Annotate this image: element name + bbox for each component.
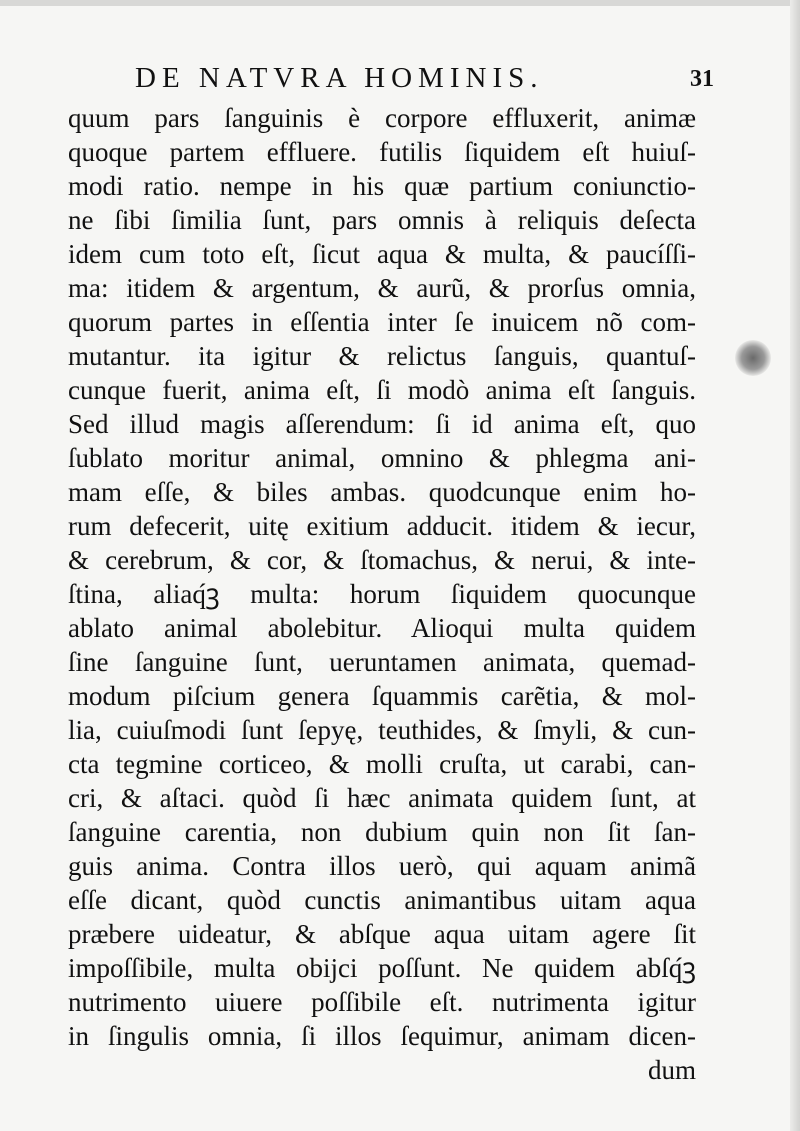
text-line: cta tegmine corticeo, & molli cruſta, ut carabi, can- xyxy=(68,749,696,779)
text-line: Sed illud magis aſſerendum: ſi id anima eſt, quo xyxy=(68,409,696,439)
ink-blot xyxy=(735,340,771,376)
text-line: cri, & aſtaci. quòd ſi hæc animata quidem ſunt, at xyxy=(68,783,696,813)
text-line: cunque fuerit, anima eſt, ſi modò anima eſt ſanguis. xyxy=(68,375,696,405)
text-line: in ſingulis omnia, ſi illos ſequimur, animam dicen- xyxy=(68,1021,696,1051)
text-line: præbere uideatur, & abſque aqua uitam agere ſit xyxy=(68,919,696,949)
text-line: idem cum toto eſt, ſicut aqua & multa, & paucíſſi- xyxy=(68,239,696,269)
text-line: ma: itidem & argentum, & aurũ, & prorſus omnia, xyxy=(68,273,696,303)
text-line: mutantur. ita igitur & relictus ſanguis, quantuſ- xyxy=(68,341,696,371)
text-line: ſublato moritur animal, omnino & phlegma ani- xyxy=(68,443,696,473)
text-line: impoſſibile, multa obijci poſſunt. Ne quidem abſq́ꝫ xyxy=(68,953,696,983)
page-right-edge xyxy=(790,0,800,1131)
page-number: 31 xyxy=(690,66,714,92)
text-block xyxy=(68,101,696,1087)
text-line: guis anima. Contra illos uerò, qui aquam animã xyxy=(68,851,696,881)
running-head: DE NATVRA HOMINIS. xyxy=(135,62,544,94)
page-top-edge xyxy=(0,0,800,6)
text-line: quoque partem effluere. futilis ſiquidem eſt huiuſ- xyxy=(68,137,696,167)
text-line: ablato animal abolebitur. Alioqui multa quidem xyxy=(68,613,696,643)
text-line: eſſe dicant, quòd cunctis animantibus uitam aqua xyxy=(68,885,696,915)
text-line: ne ſibi ſimilia ſunt, pars omnis à reliquis deſecta xyxy=(68,205,696,235)
text-line: ſanguine carentia, non dubium quin non ſit ſan- xyxy=(68,817,696,847)
text-line: ſine ſanguine ſunt, ueruntamen animata, quemad- xyxy=(68,647,696,677)
text-line: rum defecerit, uitę exitium adducit. itidem & iecur, xyxy=(68,511,696,541)
text-line: ſtina, aliaq́ꝫ multa: horum ſiquidem quocunque xyxy=(68,579,696,609)
text-line: & cerebrum, & cor, & ſtomachus, & nerui, & inte- xyxy=(68,545,696,575)
text-line: mam eſſe, & biles ambas. quodcunque enim ho- xyxy=(68,477,696,507)
text-line: lia, cuiuſmodi ſunt ſepyę, teuthides, & ſmyli, & cun- xyxy=(68,715,696,745)
text-line: modum piſcium genera ſquammis carẽtia, & mol- xyxy=(68,681,696,711)
text-line: modi ratio. nempe in his quæ partium coniunctio- xyxy=(68,171,696,201)
text-line: nutrimento uiuere poſſibile eſt. nutrimenta igitur xyxy=(68,987,696,1017)
text-line: quum pars ſanguinis è corpore effluxerit, animæ xyxy=(68,103,696,133)
text-line: quorum partes in eſſentia inter ſe inuicem nõ com- xyxy=(68,307,696,337)
text-line: dum xyxy=(647,1055,696,1085)
